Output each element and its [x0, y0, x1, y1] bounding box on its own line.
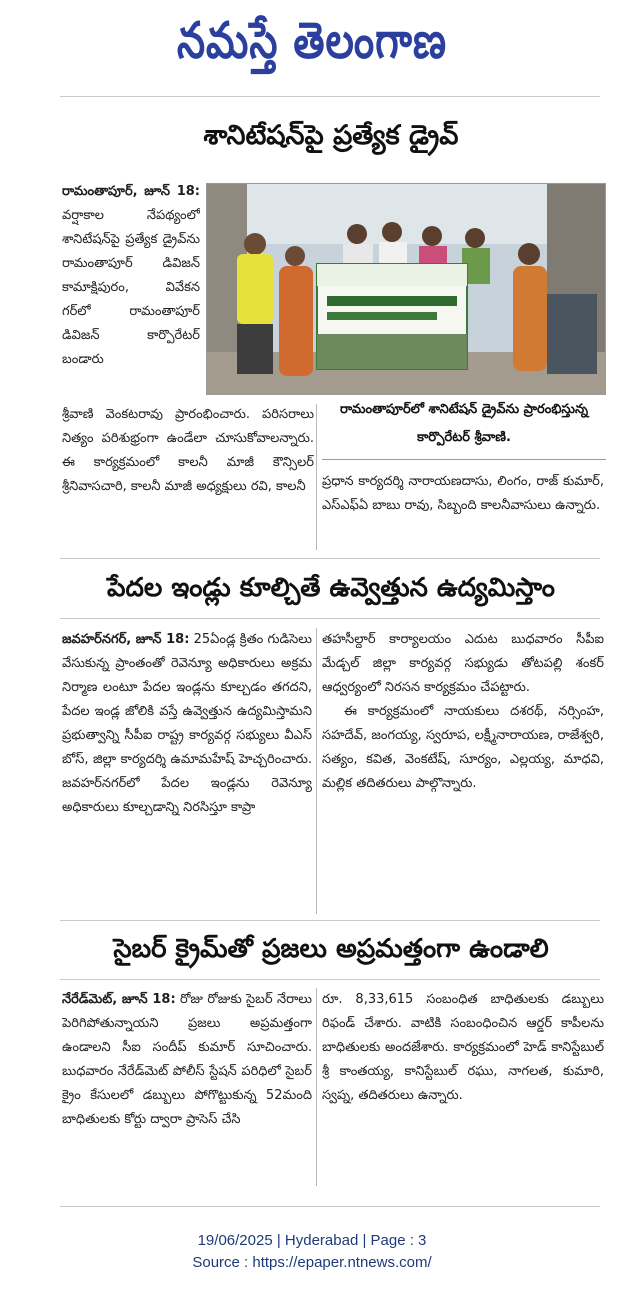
article3-column-1 — [62, 988, 312, 1192]
footer-source-line: Source : https://epaper.ntnews.com/ — [192, 1254, 432, 1271]
article3-column-2 — [322, 988, 604, 1192]
article3-column-divider — [316, 988, 317, 1186]
article2-headline-rule — [60, 618, 600, 619]
article3-col1-text: రోజు రోజుకు సైబర్ నేరాలు పెరిగిపోతున్నాయని ప్రజలు అప్రమత్తంగా ఉండాలని సీఐ సందీప్ కుమార్ సూచించారు. బుధవారం నేరేడ్‌మెట్ పోలీస్ స్టేషన్ పరిధిలో సైబర్ క్రైం కేసులలో డబ్బులు పోగొట్టుకున్న 52మంది బాధితులకు కోర్టు ద్వారా ప్రాసెస్ చేసి — [62, 992, 312, 1127]
article2-column-1 — [62, 628, 312, 916]
article2-column-divider — [316, 628, 317, 914]
article2-column-2 — [322, 628, 604, 916]
article3-dateline: నేరేడ్‌మెట్, జూన్ 18: — [62, 992, 176, 1007]
article2-col1-text: 25ఏండ్ల క్రితం గుడిసెలు వేసుకున్న ప్రాంతంతో రెవెన్యూ అధికారులు అక్రమ నిర్మాణ లంటూ పేదల ఇండ్లను కూల్చడం తగదని, పేదల ఇండ్ల జోలికి వస్తే ఉవ్వెత్తున ఉద్యమిస్తామని ప్రభుత్వాన్ని సీపీఐ రాష్ట్ర కార్యవర్గ సభ్యులు వీఎస్ బోస్, జిల్లా కార్యదర్శి ఉమామహేష్ హెచ్చరించారు. జవహర్‌నగర్‌లో పేదల ఇండ్లను రెవెన్యూ అధికారులు కూల్చడాన్ని నిరసిస్తూ కాప్రా — [62, 632, 312, 815]
article1-headline: శానిటేషన్‌పై ప్రత్యేక డ్రైవ్ — [203, 120, 459, 151]
article1-text-narrow — [62, 180, 200, 402]
caption-divider — [322, 459, 606, 460]
article1-text-wide — [62, 403, 314, 555]
article1-continuation-text: ప్రధాన కార్యదర్శి నారాయణదాసు, లింగం, రాజ్ కుమార్, ఎస్ఎఫ్ఏ బాబు రావు, సిబ్బంది కాలనీవాసులు ఉన్నారు. — [322, 474, 604, 513]
article1-photo-caption: రామంతాపూర్‌లో శానిటేషన్ డ్రైవ్‌ను ప్రారంభిస్తున్న కార్పొరేటర్ శ్రీవాణి. — [340, 402, 588, 445]
article1-dateline: రామంతాపూర్, జూన్ 18: — [62, 184, 200, 199]
masthead-divider — [60, 96, 600, 97]
article-divider-2 — [60, 920, 600, 921]
article2-col2b-text: ఈ కార్యక్రమంలో నాయకులు దశరథ్, నర్సింహ, సహదేవ్, జంగయ్య, స్వరూప, లక్ష్మీనారాయణ, రాజేశ్వరి, సత్యం, కవిత, వెంకటేష్, సూర్యం, ఎల్లయ్య, మాధవి, మల్లిక తదితరులు పాల్గొన్నారు. — [322, 704, 604, 791]
article-divider-3 — [60, 1206, 600, 1207]
newspaper-masthead — [0, 6, 624, 80]
article2-col2a-text: తహసీల్దార్ కార్యాలయం ఎదుట బుధవారం సీపీఐ మేడ్చల్ జిల్లా కార్యవర్గ సభ్యుడు తోటపల్లి శంకర్ ఆధ్వర్యంలో నిరసన కార్యక్రమం చేపట్టారు. — [322, 632, 604, 695]
article1-column-divider — [316, 404, 317, 550]
footer-date-line: 19/06/2025 | Hyderabad | Page : 3 — [197, 1232, 427, 1249]
article-divider-1 — [60, 558, 600, 559]
article3-headline: సైబర్ క్రైమ్‌తో ప్రజలు అప్రమత్తంగా ఉండాలి — [113, 934, 549, 964]
article1-body-continued: శ్రీవాణి వెంకటరావు ప్రారంభించారు. పరిసరాలు నిత్యం పరిశుభ్రంగా ఉండేలా చూసుకోవాలన్నారు. ఈ కార్యక్రమంలో కాలనీ మాజీ కౌన్సిలర్ శ్రీనివాసచారి, కాలనీ మాజీ అధ్యక్షులు రవి, కాలనీ — [62, 407, 314, 494]
masthead-title: నమస్తే తెలంగాణ — [176, 11, 448, 70]
article1-body: వర్షాకాల నేపథ్యంలో శానిటేషన్‌పై ప్రత్యేక డ్రైవ్‌ను రామంతాపూర్ డివిజన్ కామాక్షిపురం, వివేకన గర్‌లో రామంతాపూర్ డివిజన్ కార్పొరేటర్ బండారు — [62, 208, 200, 367]
article3-headline-rule — [60, 979, 600, 980]
sanitation-drive-photo-icon — [207, 184, 605, 394]
article1-continuation — [322, 470, 604, 552]
article2-dateline: జవహర్‌నగర్, జూన్ 18: — [62, 632, 190, 647]
article1-photo — [206, 183, 606, 395]
article2-headline: పేదల ఇండ్లు కూల్చితే ఉవ్వెత్తున ఉద్యమిస్తాం — [107, 573, 555, 603]
article3-col2-text: రూ. 8,33,615 సంబంధిత బాధితులకు డబ్బులు రిఫండ్ చేశారు. వాటికి సంబంధించిన ఆర్డర్ కాపీలను బాధితులకు అందజేశారు. కార్యక్రమంలో హెడ్ కానిస్టేబుల్ శ్రీ కాంతయ్య, కానిస్టేబుల్ రఘు, నాగలత, కుమారి, స్వప్న, తదితరులు ఉన్నారు. — [322, 992, 604, 1103]
